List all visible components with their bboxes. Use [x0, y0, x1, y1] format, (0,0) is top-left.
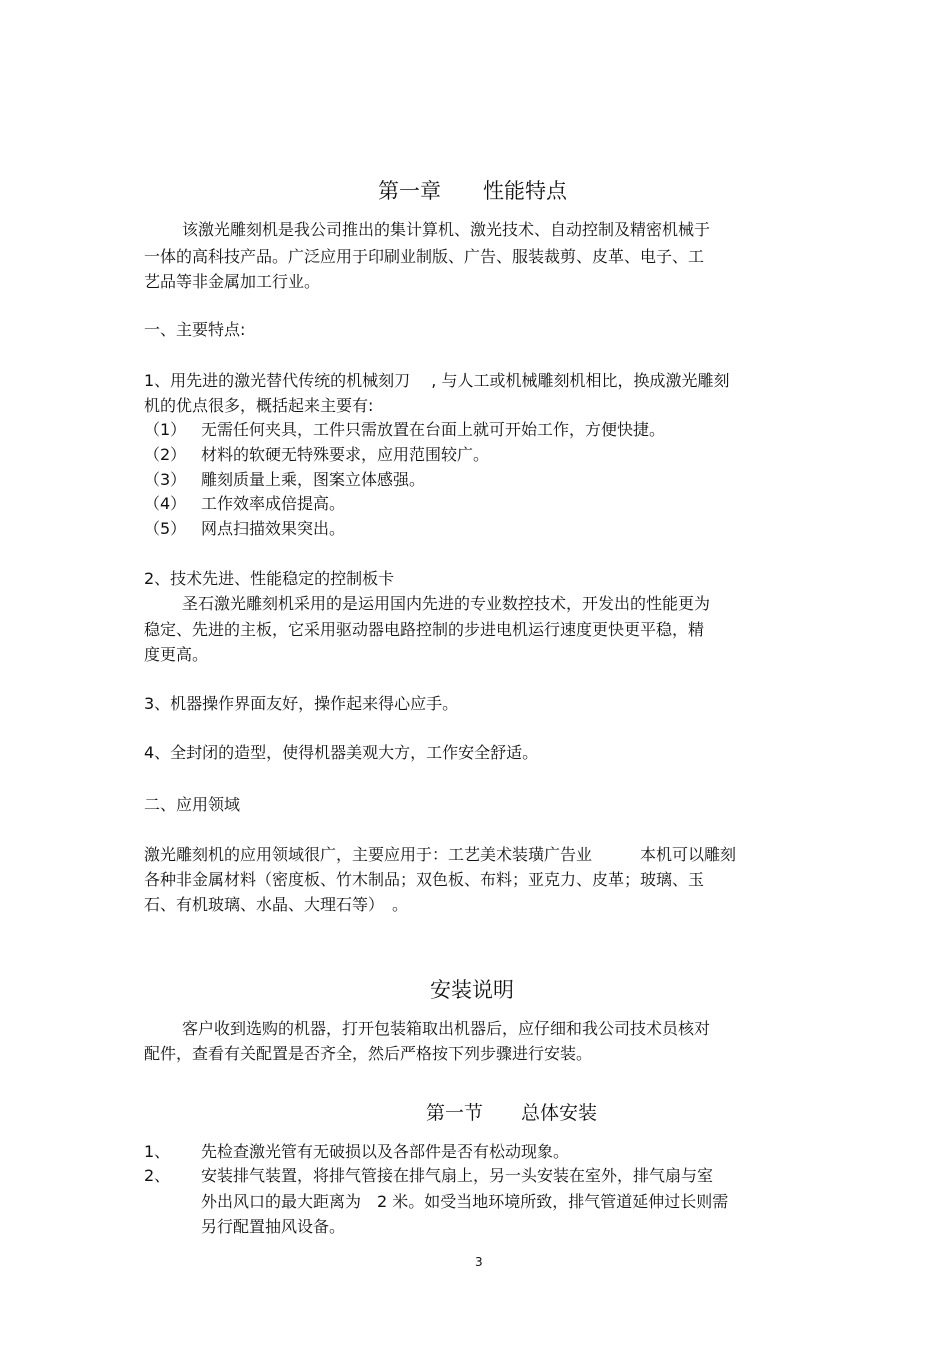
subitem-text: 材料的软硬无特殊要求，应用范围较广。 [201, 445, 490, 464]
feature-item-3: 3、机器操作界面友好，操作起来得心应手。 [144, 694, 459, 713]
subitem-text: 工作效率成倍提高。 [201, 494, 346, 513]
subitem-text: 雕刻质量上乘，图案立体感强。 [201, 470, 426, 489]
page-number: 3 [475, 1255, 483, 1269]
subitem-number: （1） [144, 420, 187, 439]
subitem-text: 网点扫描效果突出。 [201, 519, 346, 538]
paragraph-line: 激光雕刻机的应用领域很广，主要应用于：工艺美术装璜广告业 本机可以雕刻 [144, 845, 737, 864]
section-title-general-install: 第一节 总体安装 [426, 1102, 598, 1124]
paragraph-line: 各种非金属材料（密度板、竹木制品；双色板、布料；亚克力、皮革；玻璃、玉 [144, 870, 705, 889]
step-number: 1、 [144, 1142, 171, 1161]
step-text: 安装排气装置，将排气管接在排气扇上，另一头安装在室外，排气扇与室 [201, 1166, 714, 1185]
subitem-number: （4） [144, 494, 187, 513]
paragraph-line: 一体的高科技产品。广泛应用于印刷业制版、广告、服装裁剪、皮革、电子、工 [144, 247, 705, 266]
paragraph-line: 艺品等非金属加工行业。 [144, 272, 321, 291]
chapter-title: 第一章 性能特点 [378, 179, 567, 203]
paragraph-line: 1、用先进的激光替代传统的机械刻刀 , 与人工或机械雕刻机相比，换成激光雕刻 [144, 371, 730, 390]
install-title: 安装说明 [430, 978, 514, 1002]
step-number: 2、 [144, 1166, 171, 1185]
step-text: 另行配置抽风设备。 [201, 1217, 346, 1236]
section-heading-main-features: 一、主要特点: [144, 320, 246, 339]
subitem-number: （3） [144, 470, 187, 489]
item-heading: 2、技术先进、性能稳定的控制板卡 [144, 569, 395, 588]
paragraph-line: 石、有机玻璃、水晶、大理石等） 。 [144, 895, 409, 914]
paragraph-line: 客户收到选购的机器，打开包装箱取出机器后，应仔细和我公司技术员核对 [182, 1019, 711, 1038]
subitem-text: 无需任何夹具，工件只需放置在台面上就可开始工作，方便快捷。 [201, 420, 666, 439]
section-heading-applications: 二、应用领域 [144, 795, 241, 814]
paragraph-line: 圣石激光雕刻机采用的是运用国内先进的专业数控技术，开发出的性能更为 [182, 594, 711, 613]
step-text: 先检查激光管有无破损以及各部件是否有松动现象。 [201, 1142, 570, 1161]
subitem-number: （5） [144, 519, 187, 538]
paragraph-line: 机的优点很多，概括起来主要有: [144, 396, 374, 415]
paragraph-line: 稳定、先进的主板，它采用驱动器电路控制的步进电机运行速度更快更平稳，精 [144, 620, 705, 639]
paragraph-line: 配件，查看有关配置是否齐全，然后严格按下列步骤进行安装。 [144, 1044, 593, 1063]
subitem-number: （2） [144, 445, 187, 464]
step-text: 外出风口的最大距离为 2 米。如受当地环境所致，排气管道延伸过长则需 [201, 1192, 729, 1211]
paragraph-line: 该激光雕刻机是我公司推出的集计算机、激光技术、自动控制及精密机械于 [182, 220, 711, 239]
feature-item-4: 4、全封闭的造型，使得机器美观大方，工作安全舒适。 [144, 743, 539, 762]
paragraph-line: 度更高。 [144, 645, 209, 664]
